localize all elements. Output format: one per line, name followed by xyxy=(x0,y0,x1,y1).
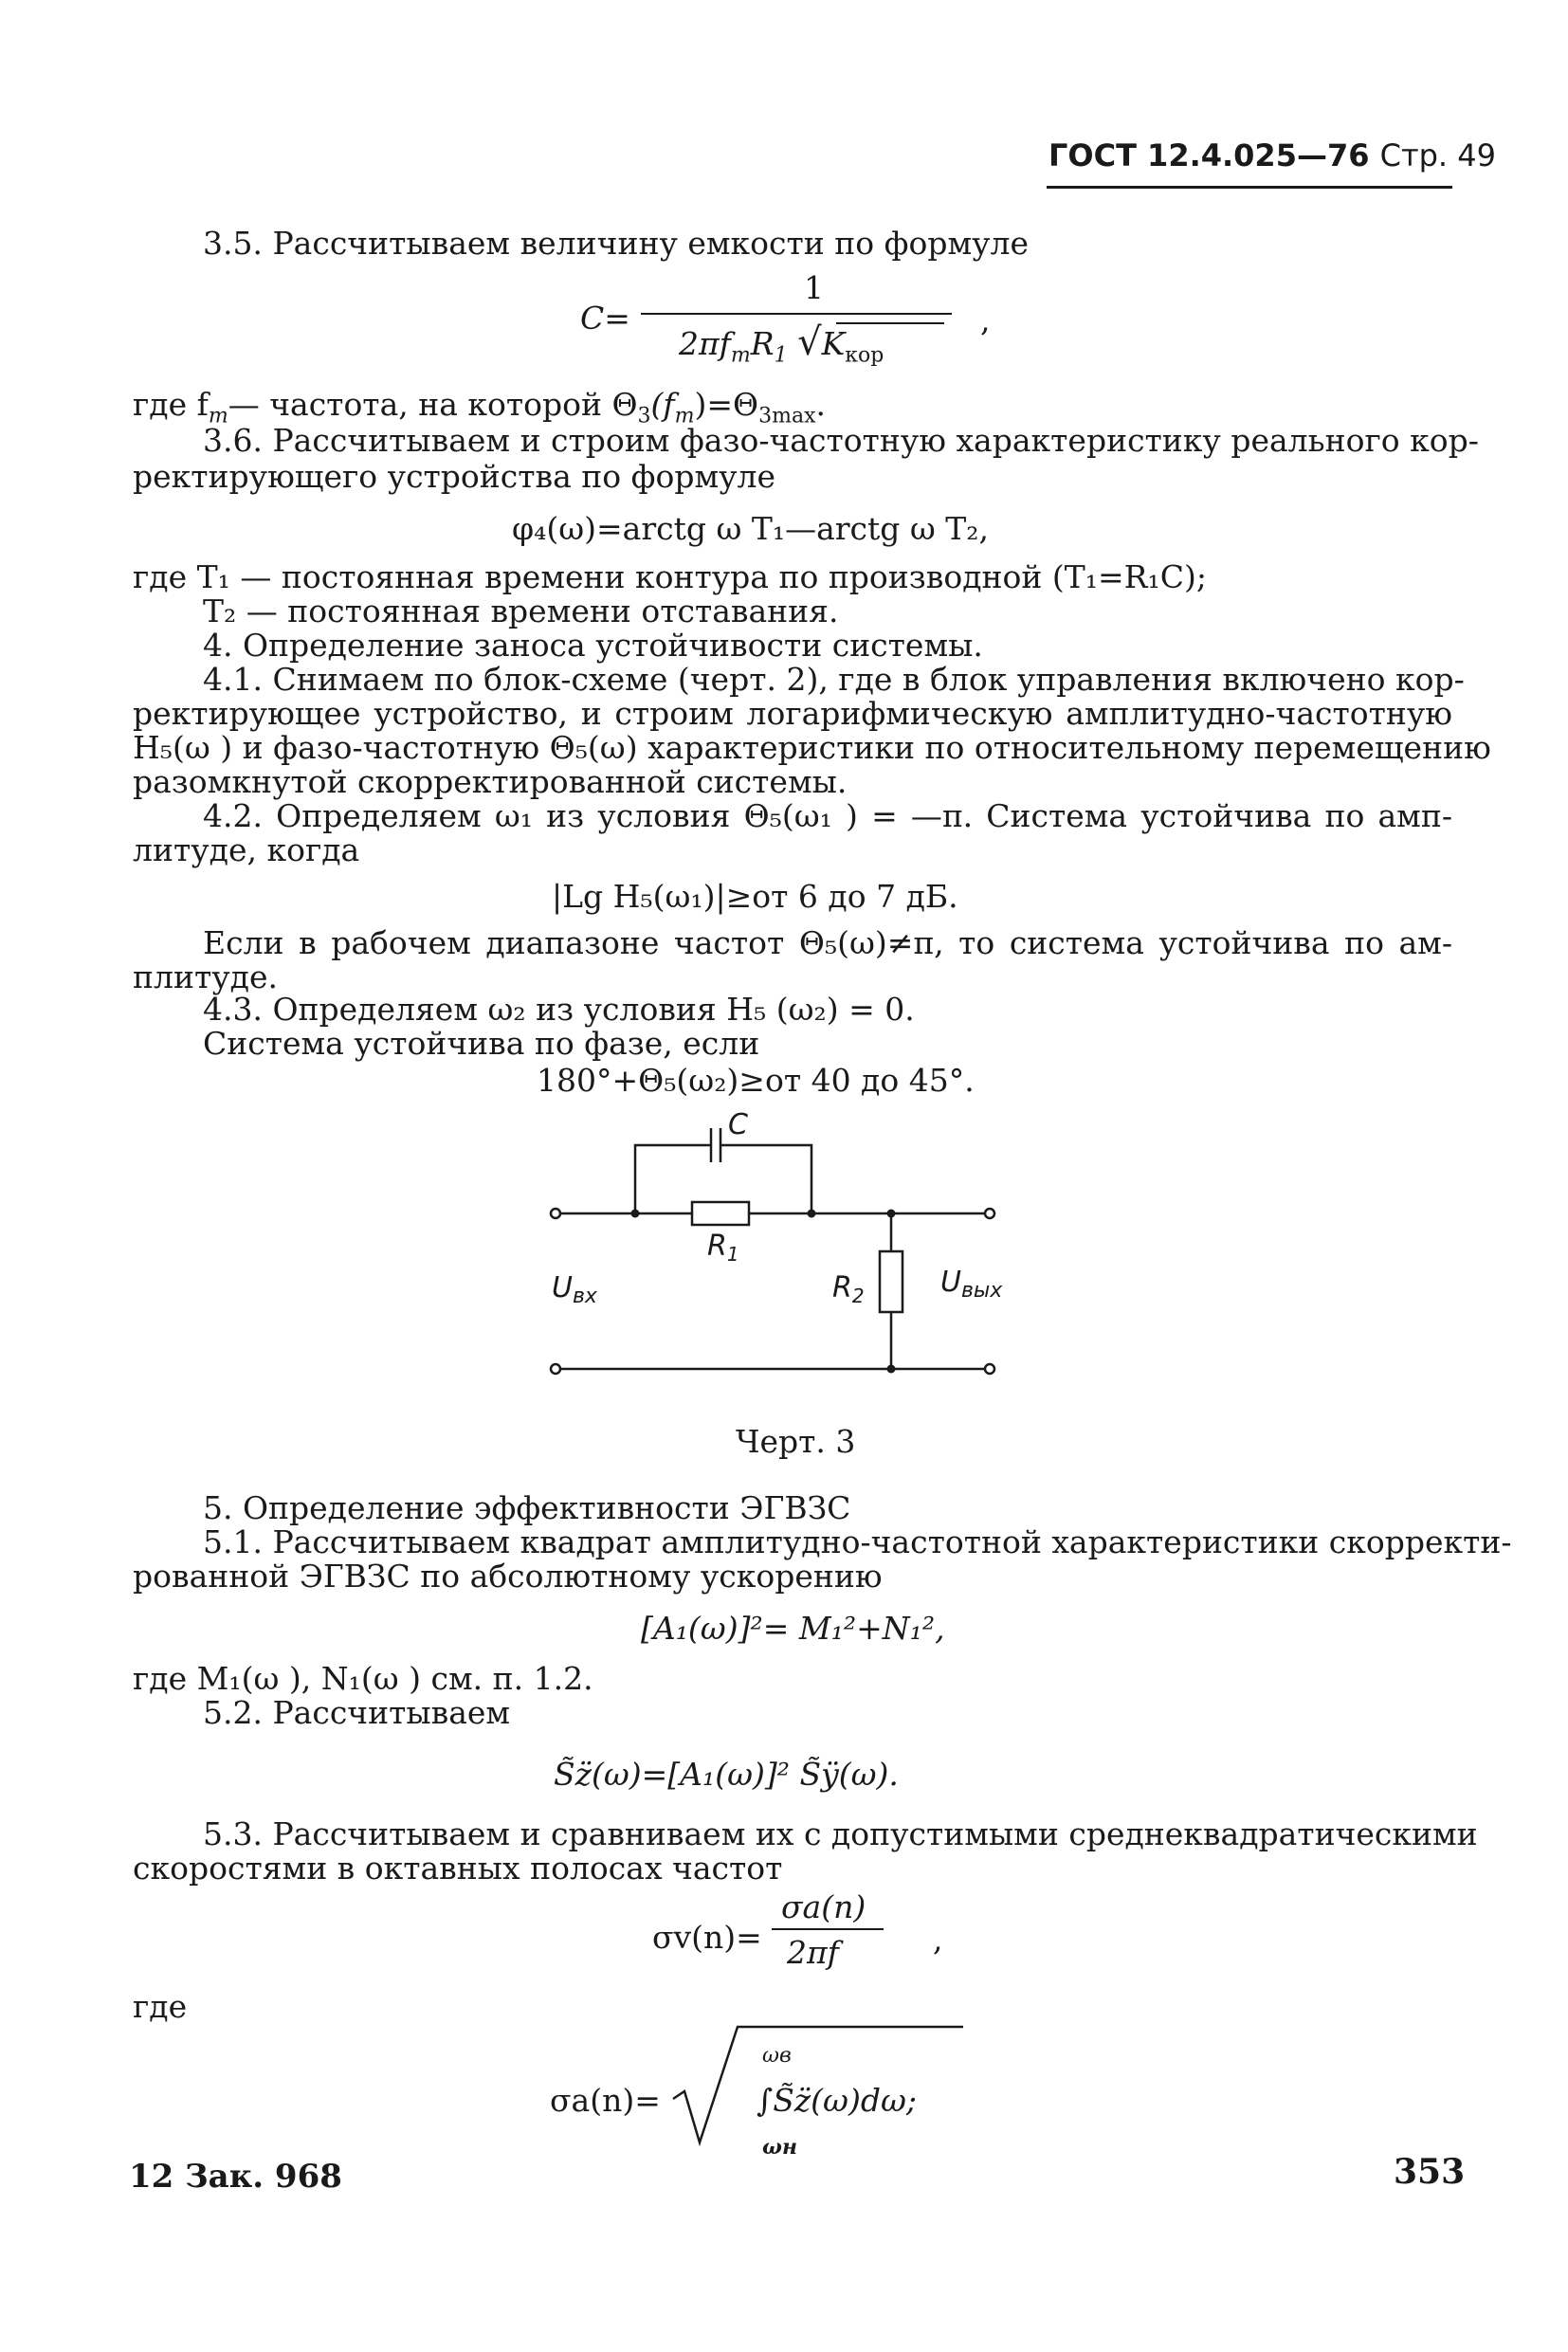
formula-c-numerator: 1 xyxy=(804,269,824,306)
resistor-r2 xyxy=(880,1251,903,1312)
figure-caption: Черт. 3 xyxy=(736,1423,856,1460)
p4-1-line3: H₅(ω ) и фазо-частотную Θ₅(ω) характеристики по относительному перемещению xyxy=(133,729,1491,766)
p4-3-line2: Система устойчива по фазе, если xyxy=(203,1025,760,1062)
p4-2-line1: 4.2. Определяем ω₁ из условия Θ₅(ω₁ ) = —π. Система устойчива по амп- xyxy=(203,797,1452,834)
p5-1-line1: 5.1. Рассчитываем квадрат амплитудно-частотной характеристики скорректи- xyxy=(203,1523,1512,1560)
p4-1-line4: разомкнутой скорректированной системы. xyxy=(133,763,848,800)
sigma-a-lhs: σa(n)= xyxy=(550,2082,661,2119)
resistor-r1 xyxy=(692,1202,749,1225)
sigma-v-fraction-line xyxy=(772,1928,884,1930)
p3-6-where2: T₂ — постоянная времени отставания. xyxy=(203,593,839,629)
formula-c-lhs: C= xyxy=(580,300,630,337)
p5-3-line1: 5.3. Рассчитываем и сравниваем их с допустимыми среднеквадратическими xyxy=(203,1815,1478,1852)
sqrt-icon: √ xyxy=(797,320,822,364)
p3-5-text: 3.5. Рассчитываем величину емкости по формуле xyxy=(203,225,1030,262)
sigma-v-comma: , xyxy=(933,1921,943,1958)
sqrt-overline xyxy=(836,322,944,324)
formula-c-denominator: $2\pi f_mR_1$ $√K_{кор}$ xyxy=(679,320,884,368)
p4-2-formula: |Lg H₅(ω₁)|≥от 6 до 7 дБ. xyxy=(552,878,958,915)
label-uin: $U_{вх}$ xyxy=(552,1271,597,1308)
p5-3-line2: скоростями в октавных полосах частот xyxy=(133,1850,783,1887)
p3-5-where: где $f_m—$ частота, на которой $\Theta_3(f_m)=\Theta_{3max}$. xyxy=(133,386,826,428)
sigma-v-lhs: σv(n)= xyxy=(652,1919,762,1956)
label-c: C xyxy=(728,1108,748,1141)
sigma-v-numerator: σa(n) xyxy=(781,1888,866,1925)
p5-2-formula: S̃z̈(ω)=[A₁(ω)]² S̃ÿ(ω). xyxy=(554,1756,899,1793)
label-r1: $R_1$ xyxy=(707,1230,739,1266)
header-page-label: Стр. 49 xyxy=(1379,137,1496,173)
header-rule xyxy=(1047,186,1452,189)
s5-title: 5. Определение эффективности ЭГВЗС xyxy=(203,1489,851,1526)
formula-c-comma: , xyxy=(980,301,991,338)
integral-upper-limit: ωв xyxy=(762,2044,792,2068)
p5-1-where: где M₁(ω ), N₁(ω ) см. п. 1.2. xyxy=(133,1660,593,1697)
footer-left: 12 Зак. 968 xyxy=(129,2158,342,2196)
p4-2-line2: литуде, когда xyxy=(133,831,360,868)
p4-3-line1: 4.3. Определяем ω₂ из условия H₅ (ω₂) = 0. xyxy=(203,991,915,1028)
sigma-a-integrand: ∫S̃z̈(ω)dω; xyxy=(757,2082,917,2119)
p4-3-formula: 180°+Θ₅(ω₂)≥от 40 до 45°. xyxy=(537,1062,975,1099)
p4-1-line2: ректирующее устройство, и строим логарифмическую амплитудно-частотную xyxy=(133,695,1452,732)
p4-2-line3: Если в рабочем диапазоне частот Θ₅(ω)≠π, то система устойчива по ам- xyxy=(203,924,1452,961)
label-r2: $R_2$ xyxy=(832,1271,865,1307)
p4-2-line4: плитуде. xyxy=(133,958,278,995)
formula-c-fraction-line xyxy=(641,313,952,315)
p5-1-line2: рованной ЭГВЗС по абсолютному ускорению xyxy=(133,1558,883,1595)
p5-1-formula: [A₁(ω)]²= M₁²+N₁², xyxy=(641,1610,945,1647)
page-number: 353 xyxy=(1394,2152,1466,2192)
where-label: где xyxy=(133,1988,188,2025)
circuit-diagram xyxy=(531,1107,1043,1411)
p3-6-formula: φ₄(ω)=arctg ω T₁—arctg ω T₂, xyxy=(512,510,990,547)
p3-6-line1: 3.6. Рассчитываем и строим фазо-частотную характеристику реального кор- xyxy=(203,422,1479,459)
p3-6-where1: где T₁ — постоянная времени контура по производной (T₁=R₁C); xyxy=(133,558,1207,595)
s4-title: 4. Определение заноса устойчивости системы. xyxy=(203,627,983,664)
p5-2-text: 5.2. Рассчитываем xyxy=(203,1694,511,1731)
header-standard: ГОСТ 12.4.025—76 Стр. 49 xyxy=(1048,137,1496,173)
p3-6-line2: ректирующего устройства по формуле xyxy=(133,458,776,495)
p4-1-line1: 4.1. Снимаем по блок-схеме (черт. 2), где в блок управления включено кор- xyxy=(203,661,1465,698)
integral-lower-limit: ωн xyxy=(762,2135,797,2160)
label-uout: $U_{вых}$ xyxy=(940,1266,1003,1303)
sigma-v-denominator: 2πf xyxy=(787,1934,839,1971)
